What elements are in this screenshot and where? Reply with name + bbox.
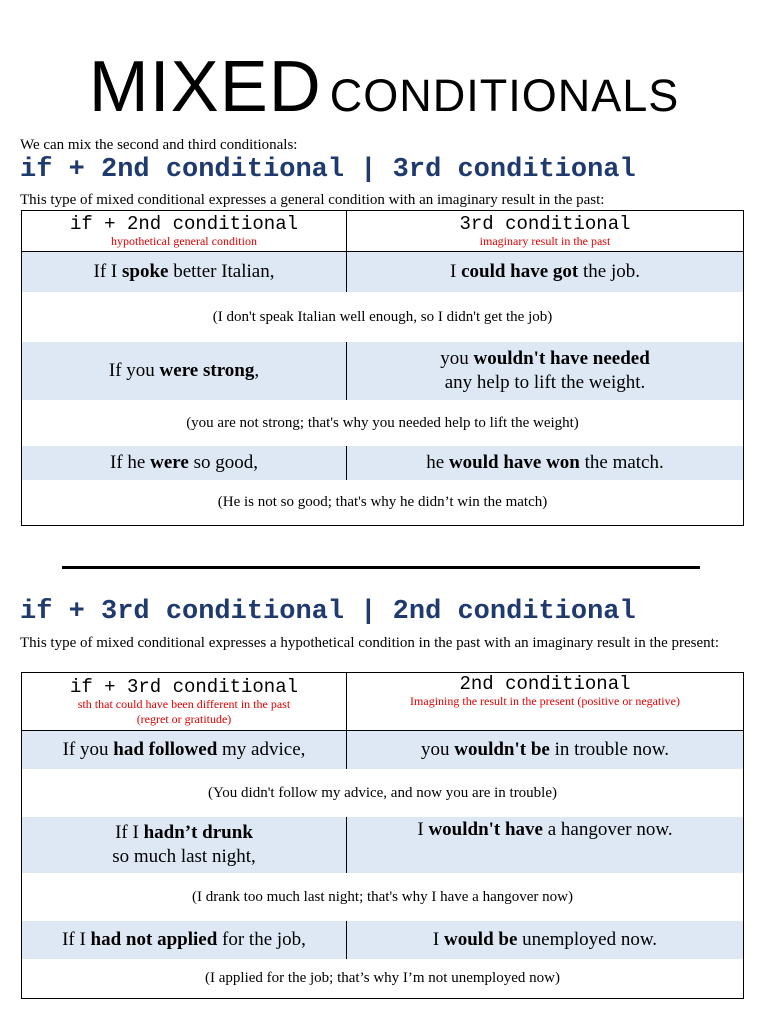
example-note: (I drank too much last night; that's why I have a hangover now) [192, 888, 573, 905]
section1-formula: if + 2nd conditional | 3rd conditional [20, 155, 636, 185]
section1-description: This type of mixed conditional expresses a general condition with an imaginary result in the past: [20, 192, 605, 208]
example-note: (you are not strong; that's why you needed help to lift the weight) [186, 414, 579, 431]
header-cell-condition [22, 211, 347, 252]
example-condition: If you were strong, [22, 342, 347, 400]
example-condition: If you had followed my advice, [22, 731, 347, 769]
example-condition: If I had not applied for the job, [22, 921, 347, 959]
section1-table [21, 210, 744, 526]
title-mixed: MIXED [88, 47, 322, 127]
example-row [22, 921, 744, 959]
column-title: 3rd conditional [459, 212, 631, 235]
example-row [22, 252, 744, 292]
column-subtitle: Imagining the result in the present (positive or negative) [410, 694, 680, 708]
example-note-row [22, 959, 744, 999]
example-condition: If he were so good, [22, 446, 347, 480]
example-condition: If I hadn’t drunk so much last night, [22, 817, 347, 873]
header-cell-condition [22, 673, 347, 731]
example-note-row [22, 873, 744, 921]
section2-description: This type of mixed conditional expresses a hypothetical condition in the past with an imaginary result in the present: [20, 635, 720, 651]
example-note: (I applied for the job; that’s why I’m not unemployed now) [205, 970, 560, 987]
column-subtitle: hypothetical general condition [111, 233, 257, 248]
column-title: 2nd conditional [459, 673, 631, 695]
title-conditionals: CONDITIONALS [329, 70, 680, 121]
example-result: I would be unemployed now. [347, 921, 744, 959]
column-subtitle: imaginary result in the past [479, 233, 611, 248]
example-result: he would have won the match. [347, 446, 744, 480]
page-title [0, 46, 768, 128]
example-note-row [22, 292, 744, 342]
section2-formula: if + 3rd conditional | 2nd conditional [20, 597, 636, 627]
section-divider [62, 566, 700, 569]
example-note: (He is not so good; that's why he didn’t win the match) [217, 494, 548, 511]
example-result: you wouldn't be in trouble now. [347, 731, 744, 769]
example-note-row [22, 400, 744, 446]
example-result: you wouldn't have needed any help to lift the weight. [347, 342, 744, 400]
column-subtitle: sth that could have been different in the past [77, 696, 291, 711]
example-result: I could have got the job. [347, 252, 744, 292]
example-note-row [22, 480, 744, 526]
column-subtitle: (regret or gratitude) [136, 711, 232, 726]
example-note: (You didn't follow my advice, and now you are in trouble) [207, 784, 558, 801]
section2-table [21, 672, 744, 999]
example-row [22, 817, 744, 873]
header-cell-result [347, 673, 744, 731]
intro-text: We can mix the second and third conditionals: [20, 137, 298, 153]
example-condition: If I spoke better Italian, [22, 252, 347, 292]
header-cell-result [347, 211, 744, 252]
table-header-row [22, 673, 744, 731]
example-result: I wouldn't have a hangover now. [347, 817, 744, 873]
example-note-row [22, 769, 744, 817]
example-row [22, 446, 744, 480]
column-title: if + 2nd conditional [69, 212, 299, 235]
table-header-row [22, 211, 744, 252]
example-note: (I don't speak Italian well enough, so I didn't get the job) [212, 308, 553, 325]
column-title: if + 3rd conditional [69, 675, 299, 698]
example-row [22, 342, 744, 400]
example-row [22, 731, 744, 769]
